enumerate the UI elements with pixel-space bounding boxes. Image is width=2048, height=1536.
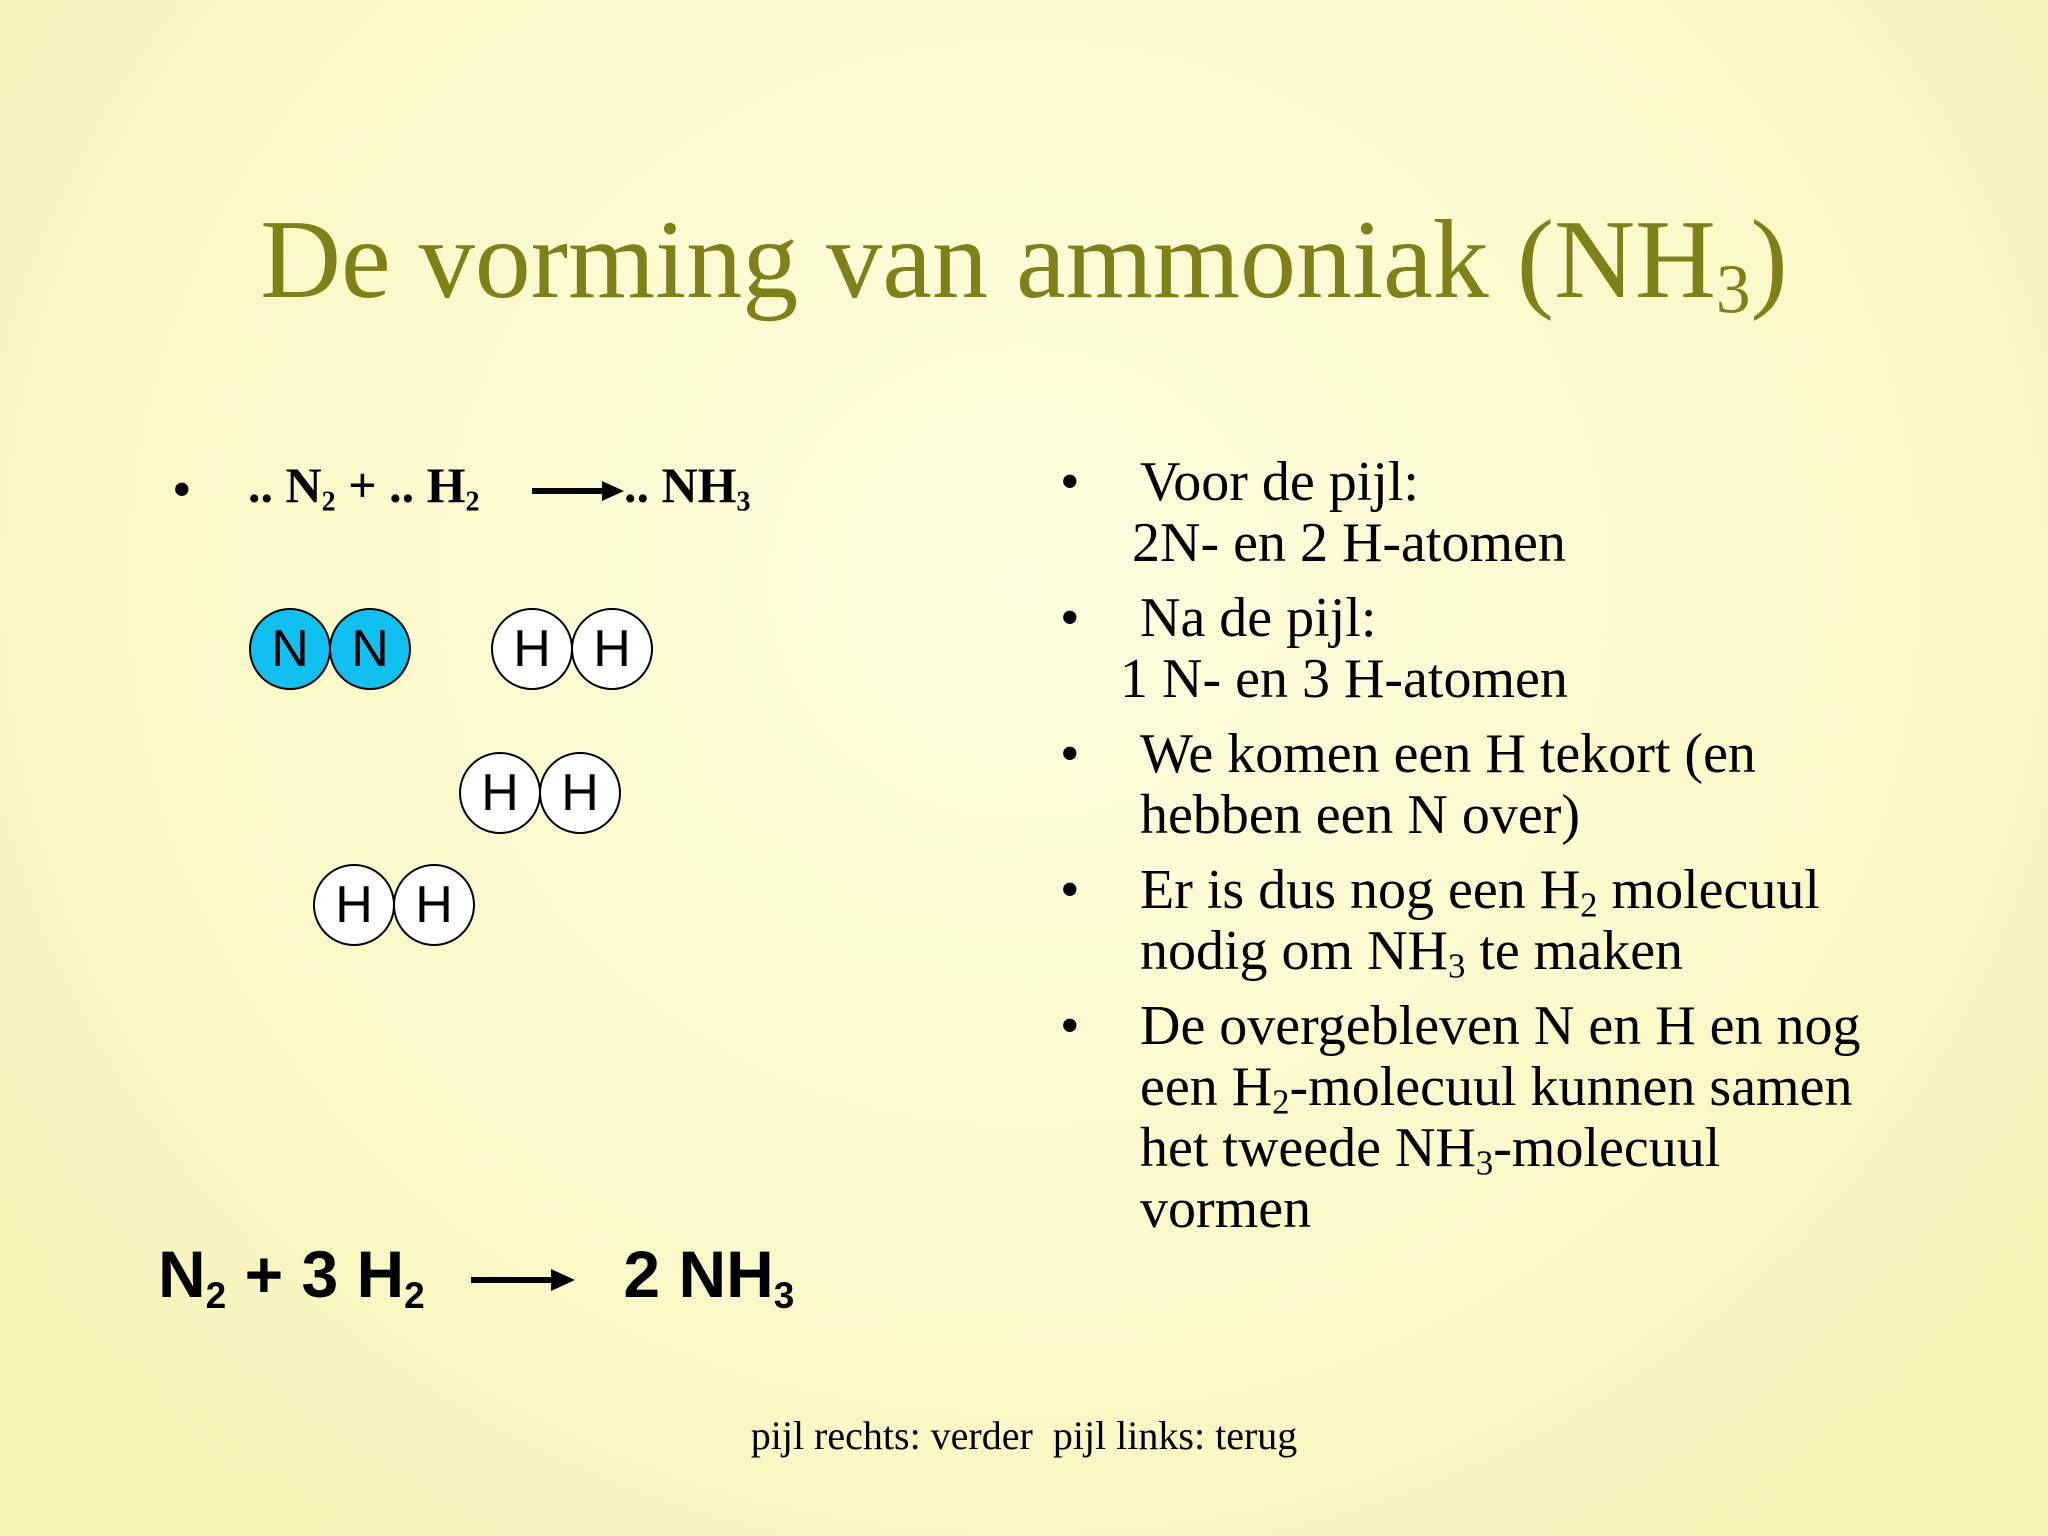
hydrogen-atom: H [313,864,395,946]
list-item: • Voor de pijl: [1060,451,1419,513]
navigation-hint: pijl rechts: verder pijl links: terug [750,1413,1298,1458]
bullet: • [1060,451,1080,513]
nitrogen-atom: N [249,608,331,690]
hydrogen-atom: H [539,752,621,834]
equation-product: 2 $NH_3$ [623,1237,795,1317]
explanation-list [1050,452,1950,1240]
list-item: • We komen een H tekort (en hebben een N over) [1060,723,1756,846]
list-item: • Na de pijl: [1060,587,1377,649]
bullet: • [1060,859,1080,921]
hydrogen-atom: H [393,864,475,946]
left-bullet: • [172,459,192,521]
hydrogen-atom: H [491,608,573,690]
hydrogen-atom: H [459,752,541,834]
list-subtext: 2N- en 2 H-atomen [1132,512,1566,574]
hydrogen-molecule [459,752,623,834]
bullet: • [1060,587,1080,649]
nitrogen-molecule [249,608,413,690]
hydrogen-molecule [491,608,655,690]
unbalanced-equation: .. $N_2$ + .. $H_2$ .. $NH_3$ [248,457,751,518]
list-subtext: 1 N- en 3 H-atomen [1120,648,1568,710]
list-item: • De overgebleven N en H en nog een $H_2$-molecuul kunnen samen het tweede $NH_3$-molecuul vormen [1060,995,1861,1240]
arrow-right-icon [471,1267,575,1293]
hydrogen-atom: H [571,608,653,690]
hydrogen-molecule [313,864,477,946]
slide-title: De vorming van ammoniak $(NH_3)$ [260,198,1788,329]
balanced-equation: $N_2 + 3$ $H_2$ 2 $NH_3$ [158,1237,795,1317]
bullet: • [1060,723,1080,785]
list-item: • Er is dus nog een $H_2$ molecuul nodig om $NH_3$ te maken [1060,859,1820,986]
nitrogen-atom: N [329,608,411,690]
arrow-right-icon [532,480,624,502]
bullet: • [1060,995,1080,1057]
